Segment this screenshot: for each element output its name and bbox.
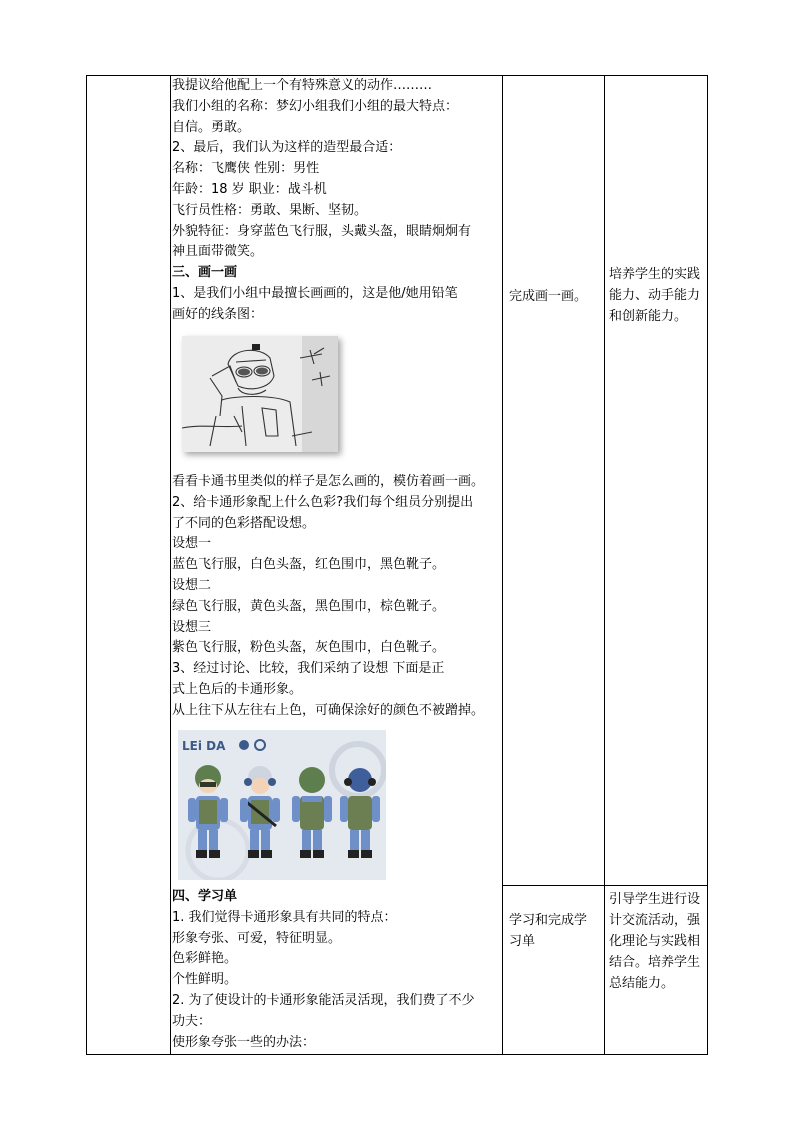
text-line: 功夫：	[172, 1013, 212, 1029]
design-goal-2: 引导学生进行设计交流活动，强化理论与实践相结合。培养学生总结能力。	[609, 892, 701, 991]
image-logo-text: LEi DA	[182, 739, 226, 753]
text-line: 我们小组的名称：梦幻小组我们小组的最大特点：	[172, 98, 459, 114]
text-line: 看看卡通书里类似的样子是怎么画的，模仿着画一画。	[172, 474, 485, 489]
text-line: 名称：飞鹰侠 性别：男性	[172, 161, 320, 177]
text-line: 2、最后，我们认为这样的造型最合适：	[172, 140, 402, 156]
text-line: 年龄：18 岁 职业：战斗机	[172, 182, 327, 197]
row-divider	[502, 885, 707, 886]
text-line: 了不同的色彩搭配设想。	[172, 515, 316, 531]
text-line: 绿色飞行服，黄色头盔，黑色围巾，棕色靴子。	[172, 598, 446, 614]
text-line: 形象夸张、可爱，特征明显。	[172, 930, 342, 946]
section-heading: 四、学习单	[172, 889, 238, 904]
text-line: 3、经过讨论、比较，我们采纳了设想 下面是正	[172, 661, 445, 677]
text-line: 飞行员性格：勇敢、果断、坚韧。	[172, 202, 368, 218]
design-goal-1: 培养学生的实践能力、动手能力和创新能力。	[609, 267, 701, 324]
process-column	[170, 76, 502, 1054]
text-line: 2. 为了使设计的卡通形象能活灵活现，我们费了不少	[172, 993, 475, 1008]
text-line: 色彩鲜艳。	[172, 951, 238, 967]
text-line: 1、是我们小组中最擅长画画的，这是他/她用铅笔	[172, 286, 458, 301]
text-line: 自信。勇敢。	[172, 119, 251, 135]
section-heading: 三、画一画	[172, 265, 238, 281]
column-divider	[502, 76, 503, 1054]
student-activity-2: 学习和完成学习单	[509, 913, 588, 949]
text-line: 神且面带微笑。	[172, 244, 264, 260]
lesson-table	[86, 75, 708, 1055]
colored-cartoon-image	[178, 730, 386, 880]
text-line: 设想一	[172, 536, 212, 552]
text-line: 画好的线条图：	[172, 306, 264, 322]
student-activity-1: 完成画一画。	[509, 289, 588, 304]
text-line: 个性鲜明。	[172, 972, 238, 988]
text-line: 外貌特征：身穿蓝色飞行服，头戴头盔，眼睛炯炯有	[172, 223, 472, 239]
text-line: 蓝色飞行服，白色头盔，红色围巾，黑色靴子。	[172, 557, 446, 573]
text-line: 1. 我们觉得卡通形象具有共同的特点：	[172, 909, 397, 925]
text-line: 从上往下从左往右上色，可确保涂好的颜色不被蹭掉。	[172, 702, 485, 718]
text-line: 式上色后的卡通形象。	[172, 682, 303, 697]
text-line: 2、给卡通形象配上什么色彩?我们每个组员分别提出	[172, 494, 474, 510]
text-line: 使形象夸张一些的办法：	[172, 1034, 316, 1050]
text-line: 设想二	[172, 578, 212, 593]
text-line: 设想三	[172, 619, 212, 635]
text-line: 紫色飞行服，粉色头盔，灰色围巾，白色靴子。	[172, 640, 446, 656]
text-line: 我提议给他配上一个有特殊意义的动作………	[172, 78, 433, 93]
pencil-sketch-image	[182, 336, 338, 452]
column-divider	[604, 76, 605, 1054]
